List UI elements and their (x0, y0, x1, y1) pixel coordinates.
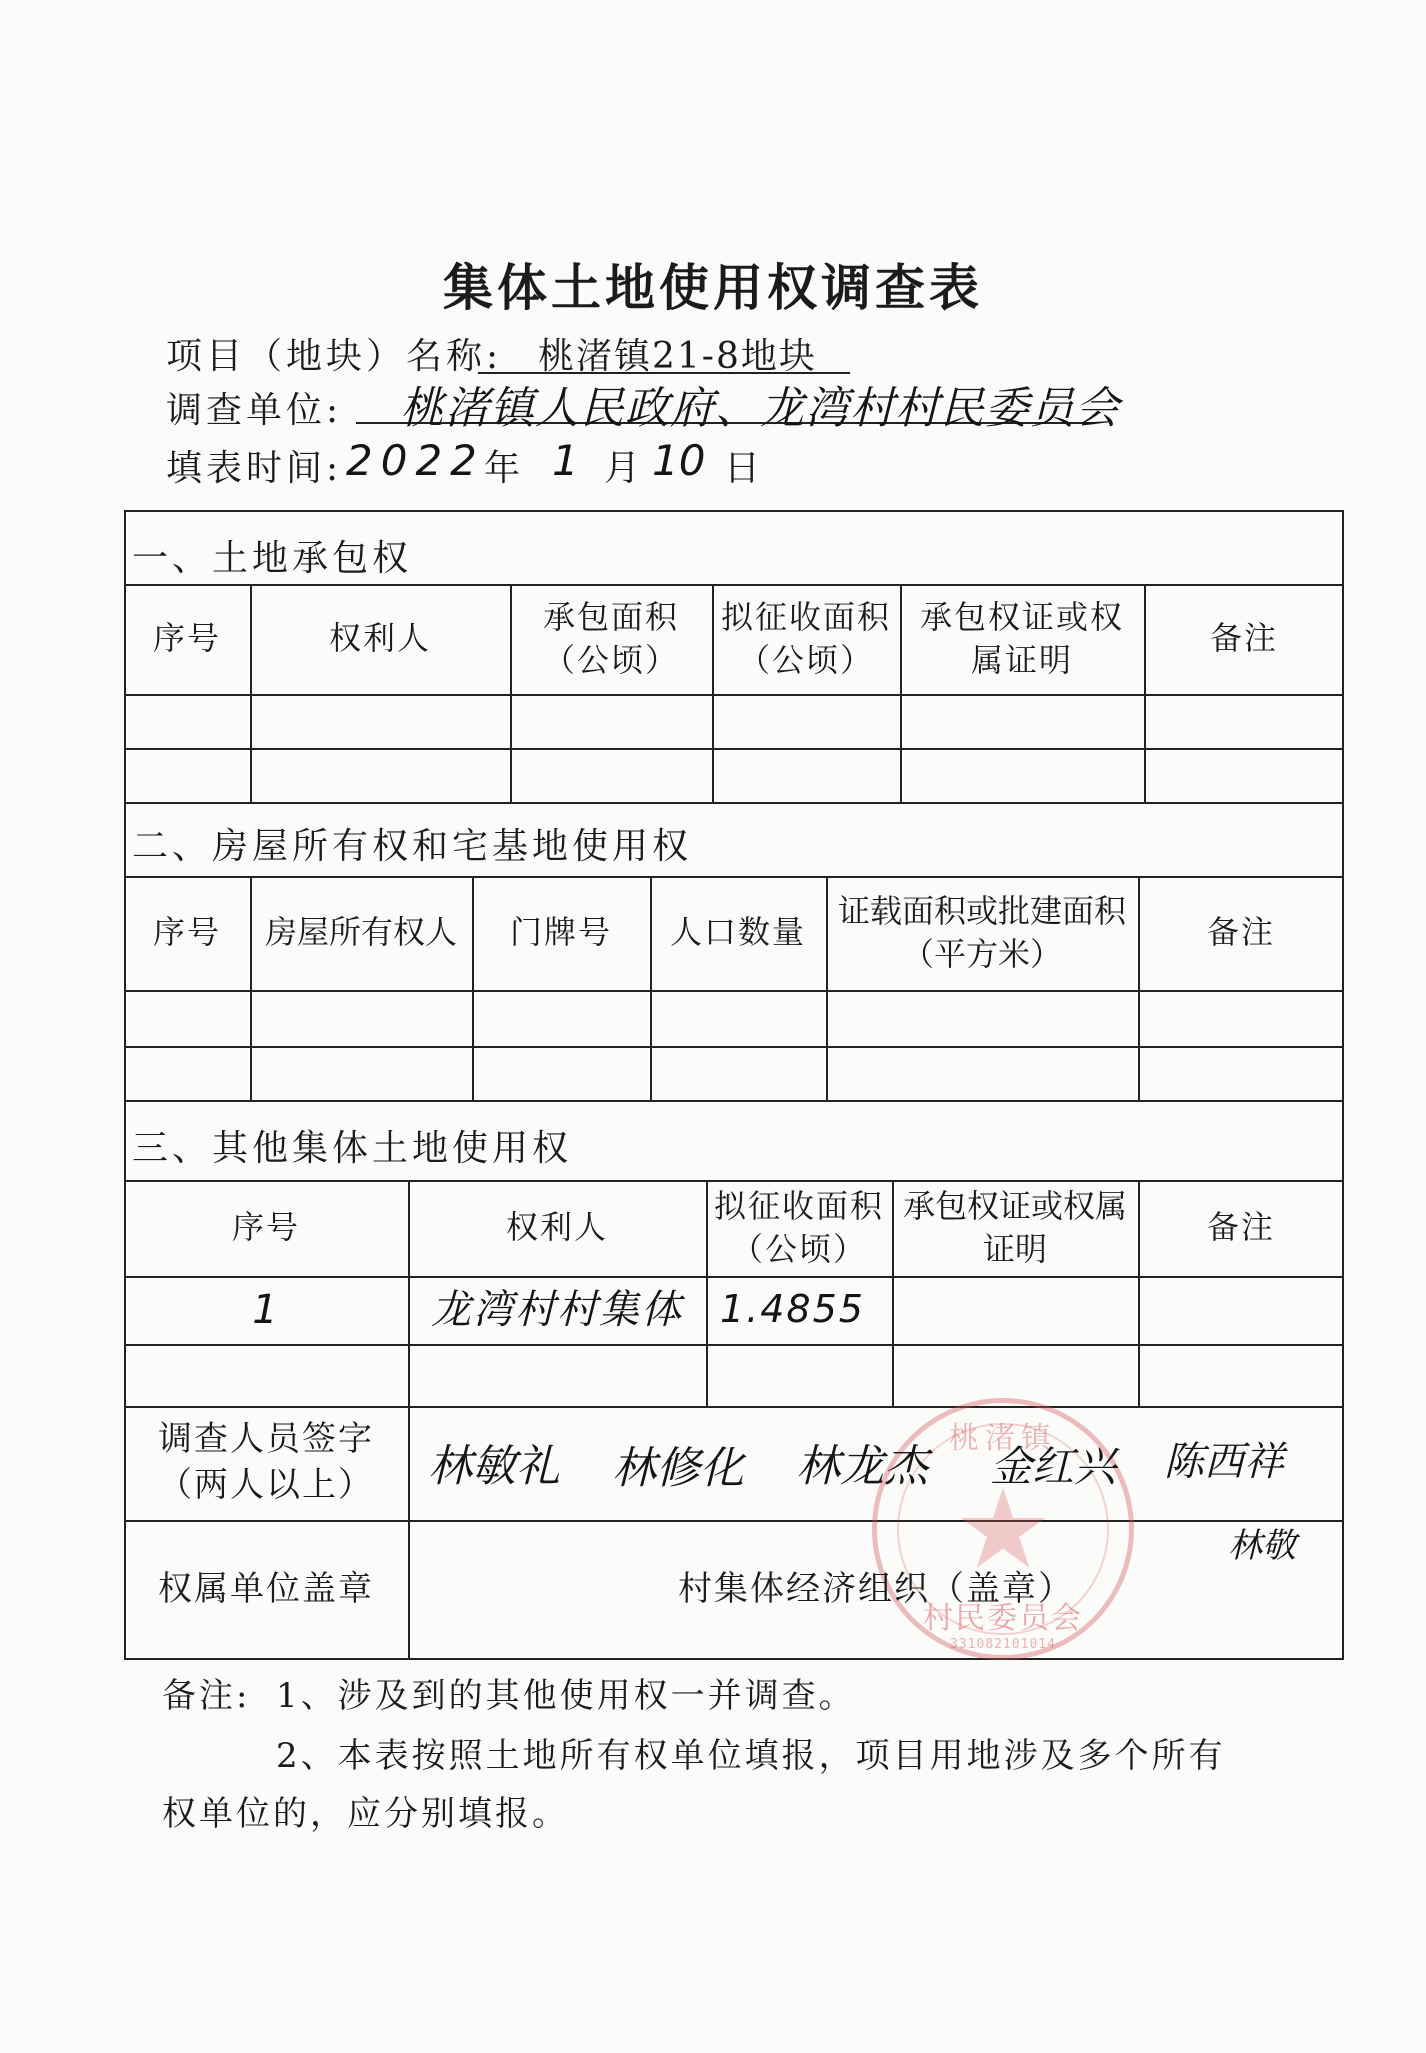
divider (124, 990, 1344, 992)
s3-header-holder: 权利人 (505, 1208, 608, 1247)
s2-header-remark: 备注 (1206, 913, 1275, 952)
unit-value: 桃渚镇人民政府、龙湾村村民委员会 (400, 383, 1120, 434)
notes-prefix: 备注: (162, 1676, 251, 1716)
seal-text: 村民委员会 (923, 1601, 1083, 1636)
s3-header-expropriation: 拟征收面积 （公顷） (713, 1186, 884, 1268)
divider (124, 1344, 1344, 1346)
form-title: 集体土地使用权调查表 (443, 258, 983, 317)
s3-header-no: 序号 (231, 1208, 300, 1247)
signature-5: 陈西祥 (1164, 1439, 1284, 1485)
section3-title: 三、其他集体土地使用权 (132, 1128, 573, 1169)
seal-star-icon: ★ (953, 1465, 1053, 1593)
divider (124, 748, 1344, 750)
s2-header-owner: 房屋所有权人 (264, 913, 457, 952)
s2-header-population: 人口数量 (669, 913, 806, 952)
s1-header-certificate: 承包权证或权 属证明 (919, 597, 1124, 679)
notes-line1: 1、涉及到的其他使用权一并调查。 (276, 1676, 856, 1716)
date-day: 10 (652, 436, 706, 485)
s2-header-area: 证载面积或批建面积 （平方米） (837, 891, 1126, 973)
s3-row1-area: 1.4855 (720, 1287, 865, 1332)
section1-title: 一、土地承包权 (132, 538, 413, 579)
signature-1: 林敏礼 (428, 1441, 560, 1492)
date-day-unit: 日 (724, 448, 765, 489)
unit-label: 调查单位: (166, 390, 343, 431)
s2-header-house-number: 门牌号 (509, 913, 612, 952)
seal-arc-text: 桃渚镇 (949, 1421, 1057, 1456)
date-year: 2022 (346, 436, 485, 485)
section2-title: 二、房屋所有权和宅基地使用权 (132, 826, 693, 867)
date-year-unit: 年 (484, 448, 525, 489)
s3-row1-no: 1 (252, 1287, 280, 1333)
signature-2: 林修化 (612, 1443, 744, 1494)
seal-row-text: 村集体经济组织（盖章） (678, 1569, 1074, 1610)
s3-row1-holder: 龙湾村村集体 (431, 1287, 683, 1333)
date-month: 1 (552, 436, 579, 485)
signature-6: 林敬 (1228, 1526, 1296, 1566)
signature-label: 调查人员签字 （两人以上） (158, 1419, 374, 1505)
notes-line2: 2、本表按照土地所有权单位填报，项目用地涉及多个所有 (276, 1736, 1226, 1776)
s1-header-remark: 备注 (1209, 619, 1278, 658)
seal-code: 331082101014 (950, 1637, 1056, 1652)
notes-line3: 权单位的，应分别填报。 (162, 1794, 569, 1834)
divider (124, 1100, 1344, 1102)
date-label: 填表时间: (166, 448, 343, 489)
divider (124, 802, 1344, 804)
date-month-unit: 月 (604, 448, 645, 489)
s1-header-no: 序号 (152, 619, 221, 658)
divider (124, 694, 1344, 696)
s3-header-remark: 备注 (1206, 1208, 1275, 1247)
s1-header-expropriation: 拟征收面积 （公顷） (720, 597, 891, 679)
signature-3: 林龙杰 (796, 1441, 928, 1492)
s3-header-certificate: 承包权证或权属 证明 (902, 1186, 1127, 1268)
s2-header-no: 序号 (152, 913, 221, 952)
project-label: 项目（地块）名称: (166, 336, 503, 377)
seal-row-label: 权属单位盖章 (158, 1569, 374, 1610)
signature-4: 金红兴 (990, 1442, 1117, 1491)
s1-header-area: 承包面积 （公顷） (542, 597, 679, 679)
project-value: 桃渚镇21-8地块 (538, 336, 817, 377)
s1-header-holder: 权利人 (328, 619, 431, 658)
divider (124, 1046, 1344, 1048)
